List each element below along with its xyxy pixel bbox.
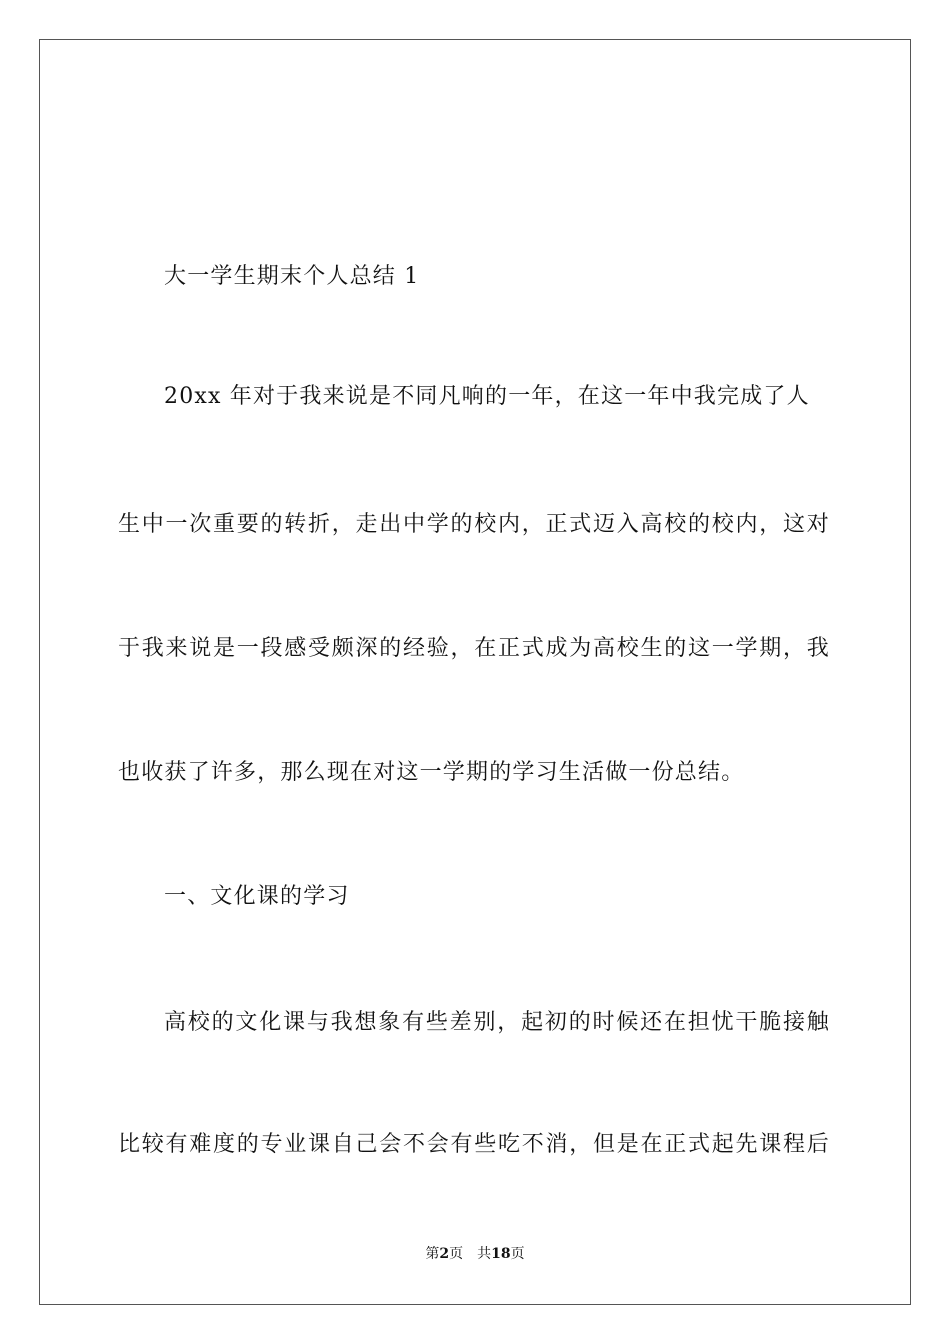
page-footer [0, 1244, 950, 1264]
document-heading: 大一学生期末个人总结 1 [164, 264, 420, 289]
section1-title: 一、文化课的学习 [164, 884, 350, 909]
paragraph1-line4: 也收获了许多，那么现在对这一学期的学习生活做一份总结。 [118, 760, 745, 785]
paragraph2-line2: 比较有难度的专业课自己会不会有些吃不消，但是在正式起先课程后 [118, 1132, 830, 1157]
footer-total-suffix: 页 [510, 1246, 525, 1262]
footer-total-pages: 18 [491, 1246, 511, 1262]
paragraph1-line3: 于我来说是一段感受颇深的经验，在正式成为高校生的这一学期，我 [118, 636, 830, 661]
paragraph1-line2: 生中一次重要的转折，走出中学的校内，正式迈入高校的校内，这对 [118, 512, 830, 537]
footer-page-prefix: 第 [425, 1246, 440, 1262]
footer-page-suffix: 页 [449, 1246, 464, 1262]
paragraph1-line1: 20xx 年对于我来说是不同凡响的一年，在这一年中我完成了人 [164, 384, 810, 409]
page-border [39, 39, 911, 1305]
paragraph2-line1: 高校的文化课与我想象有些差别，起初的时候还在担忧干脆接触 [164, 1010, 830, 1035]
footer-page-number: 2 [439, 1246, 450, 1262]
footer-total-prefix: 共 [477, 1246, 492, 1262]
